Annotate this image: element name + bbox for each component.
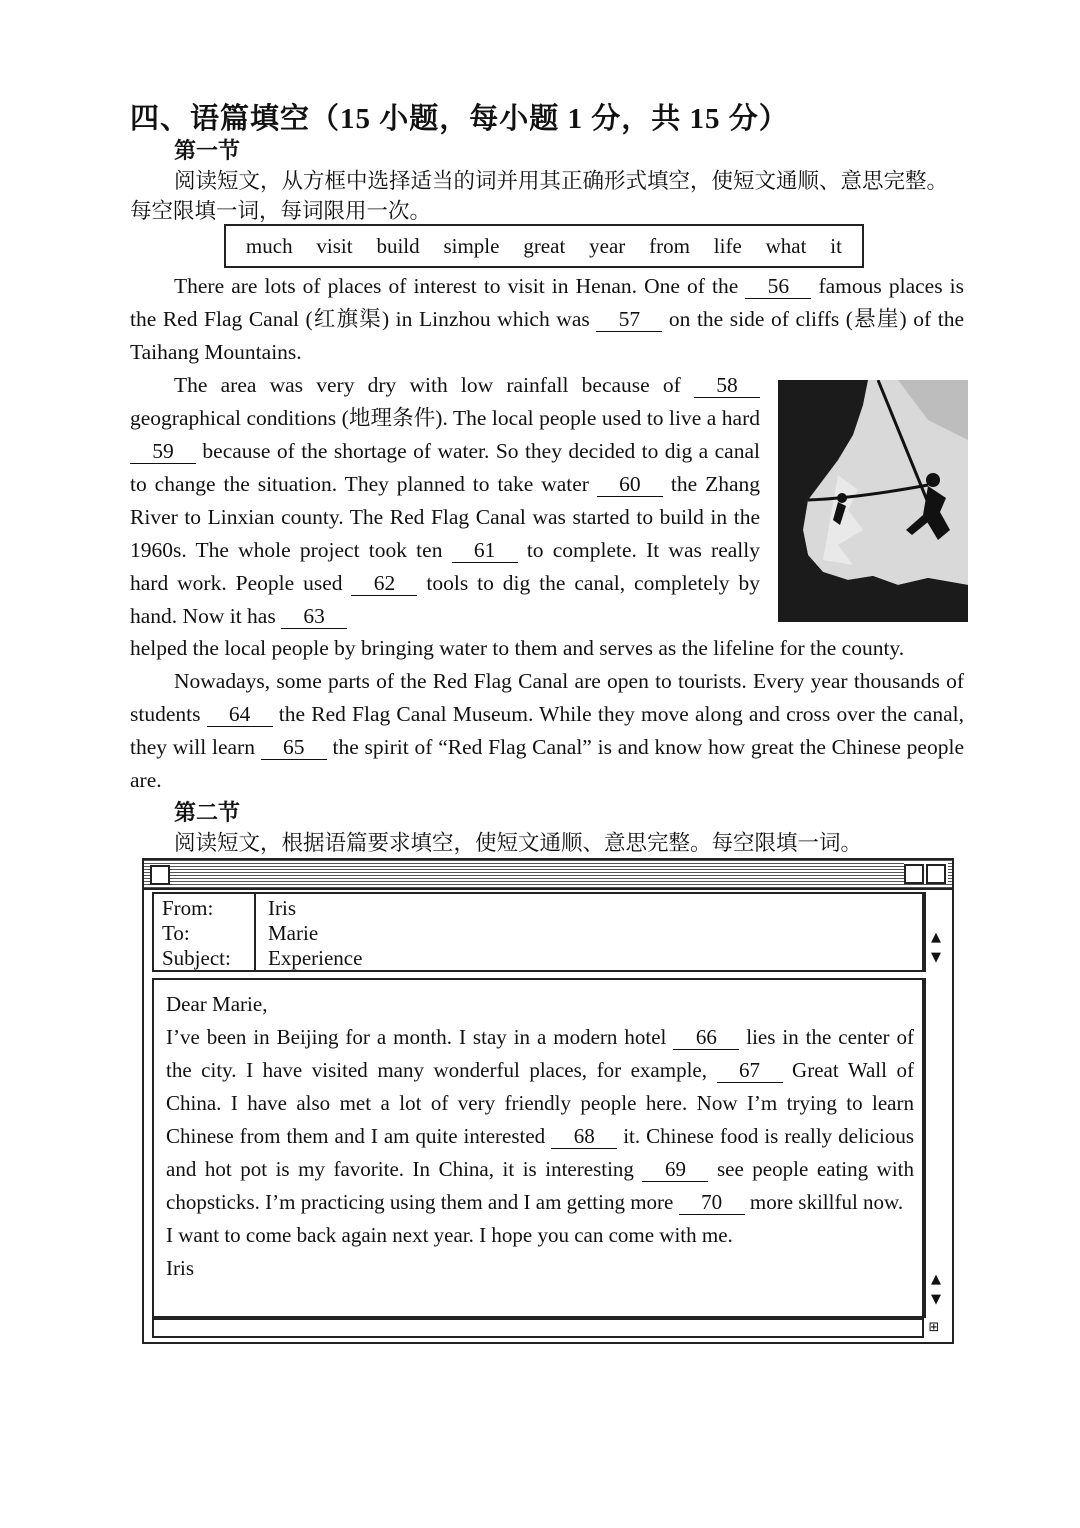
paragraph-text: to complete. It was really hard work. People used bbox=[130, 538, 760, 595]
blank-62[interactable]: 62 bbox=[351, 571, 417, 596]
blank-57[interactable]: 57 bbox=[596, 307, 662, 332]
section1-instruction-line2: 每空限填一词，每词限用一次。 bbox=[130, 199, 432, 223]
email-text-run: Great Wall of China. I have also met a lot of very friendly people here. Now I’m trying to learn Chinese from them and I am quite interested bbox=[166, 1058, 914, 1148]
scroll-up-arrow-icon[interactable]: ▲ bbox=[931, 930, 941, 945]
email-text-run: see people eating with chopsticks. I’m practicing using them and I am getting more bbox=[166, 1157, 914, 1214]
word-bank-item: simple bbox=[443, 233, 500, 258]
scroll-down-arrow-icon[interactable]: ▼ bbox=[931, 950, 941, 965]
blank-63[interactable]: 63 bbox=[281, 604, 347, 629]
maximize-icon[interactable] bbox=[904, 864, 924, 884]
word-bank-item: visit bbox=[316, 233, 353, 258]
to-label: To: bbox=[162, 921, 190, 945]
from-label: From: bbox=[162, 896, 214, 920]
paragraph-text: famous places is the Red Flag Canal (红旗渠) in Linzhou which was bbox=[130, 274, 964, 331]
word-bank-item: year bbox=[589, 233, 626, 258]
email-window bbox=[142, 858, 954, 1344]
paragraph-text: tools to dig the canal, completely by hand. Now it has bbox=[130, 571, 760, 628]
blank-67[interactable]: 67 bbox=[717, 1058, 783, 1083]
scroll-up-arrow-icon[interactable]: ▲ bbox=[931, 1272, 941, 1287]
window-status-bar bbox=[152, 1318, 924, 1338]
blank-58[interactable]: 58 bbox=[694, 373, 760, 398]
section1-instruction-line1: 阅读短文，从方框中选择适当的词并用其正确形式填空，使短文通顺、意思完整。 bbox=[174, 169, 949, 193]
paragraph-text: the spirit of “Red Flag Canal” is and know how great the Chinese people are. bbox=[130, 735, 964, 792]
subject-value: Experience bbox=[268, 946, 363, 970]
email-signature: Iris bbox=[166, 1256, 194, 1280]
passage-paragraph-1 bbox=[130, 270, 964, 369]
paragraph-text: the Zhang River to Linxian county. The Red Flag Canal was started to build in the 1960s. The whole project took ten bbox=[130, 472, 761, 562]
email-text-run: it. Chinese food is really delicious and hot pot is my favorite. In China, it is interesting bbox=[166, 1124, 914, 1181]
email-closing: I want to come back again next year. I hope you can come with me. bbox=[166, 1223, 733, 1247]
section-heading: 四、语篇填空（15 小题，每小题 1 分，共 15 分） bbox=[130, 103, 789, 135]
blank-66[interactable]: 66 bbox=[673, 1025, 739, 1050]
email-header bbox=[152, 892, 924, 972]
passage-paragraph-2 bbox=[130, 369, 760, 633]
body-scrollbar[interactable] bbox=[924, 978, 948, 1318]
resize-grip-icon[interactable]: ⊞ bbox=[928, 1320, 940, 1335]
word-bank-box bbox=[224, 224, 864, 268]
email-greeting: Dear Marie, bbox=[166, 992, 268, 1016]
paragraph-text: geographical conditions (地理条件). The local people used to live a hard bbox=[130, 406, 760, 430]
section2-instruction: 阅读短文，根据语篇要求填空，使短文通顺、意思完整。每空限填一词。 bbox=[174, 831, 863, 855]
paragraph-text: because of the shortage of water. So they decided to dig a canal to change the situation. They planned to take water bbox=[130, 439, 760, 496]
email-text-run: more skillful now. bbox=[744, 1190, 904, 1214]
blank-69[interactable]: 69 bbox=[642, 1157, 708, 1182]
paragraph-text: Nowadays, some parts of the Red Flag Canal are open to tourists. Every year thousands of students bbox=[130, 669, 964, 726]
header-divider bbox=[254, 894, 256, 970]
email-text-run: I’ve been in Beijing for a month. I stay in a modern hotel bbox=[166, 1025, 674, 1049]
word-bank-item: build bbox=[376, 233, 420, 258]
window-close-box-icon[interactable] bbox=[150, 865, 170, 885]
passage-paragraph-2-tail bbox=[130, 632, 964, 665]
passage-paragraph-3 bbox=[130, 665, 964, 797]
cliff-workers-photo bbox=[778, 380, 968, 622]
paragraph-text: on the side of cliffs (悬崖) of the Taihang Mountains. bbox=[130, 307, 965, 364]
word-bank-item: great bbox=[523, 233, 566, 258]
email-text-run: lies in the center of the city. I have visited many wonderful places, for example, bbox=[166, 1025, 914, 1082]
email-text bbox=[166, 988, 914, 1285]
paragraph-text: helped the local people by bringing water to them and serves as the lifeline for the county. bbox=[130, 636, 905, 660]
blank-59[interactable]: 59 bbox=[130, 439, 196, 464]
window-titlebar bbox=[144, 860, 952, 890]
section1-title: 第一节 bbox=[174, 138, 241, 163]
word-bank-item: much bbox=[245, 233, 293, 258]
to-value: Marie bbox=[268, 921, 319, 945]
blank-68[interactable]: 68 bbox=[551, 1124, 617, 1149]
blank-56[interactable]: 56 bbox=[745, 274, 811, 299]
blank-61[interactable]: 61 bbox=[452, 538, 518, 563]
blank-64[interactable]: 64 bbox=[207, 702, 273, 727]
minimize-icon[interactable] bbox=[926, 864, 946, 884]
blank-60[interactable]: 60 bbox=[597, 472, 663, 497]
cliff-illustration-icon bbox=[778, 380, 968, 622]
paragraph-text: There are lots of places of interest to visit in Henan. One of the bbox=[174, 274, 746, 298]
section2-title: 第二节 bbox=[174, 800, 241, 825]
from-value: Iris bbox=[268, 896, 296, 920]
word-bank-item: life bbox=[713, 233, 742, 258]
paragraph-text: the Red Flag Canal Museum. While they move along and cross over the canal, they will learn bbox=[130, 702, 964, 759]
scroll-down-arrow-icon[interactable]: ▼ bbox=[931, 1292, 941, 1307]
header-scrollbar[interactable] bbox=[924, 892, 948, 972]
word-bank-item: what bbox=[765, 233, 807, 258]
email-body bbox=[152, 978, 924, 1318]
word-bank-item: it bbox=[830, 233, 842, 258]
word-bank-item: from bbox=[649, 233, 690, 258]
blank-70[interactable]: 70 bbox=[679, 1190, 745, 1215]
blank-65[interactable]: 65 bbox=[261, 735, 327, 760]
paragraph-text: The area was very dry with low rainfall because of bbox=[174, 373, 694, 397]
subject-label: Subject: bbox=[162, 946, 231, 970]
